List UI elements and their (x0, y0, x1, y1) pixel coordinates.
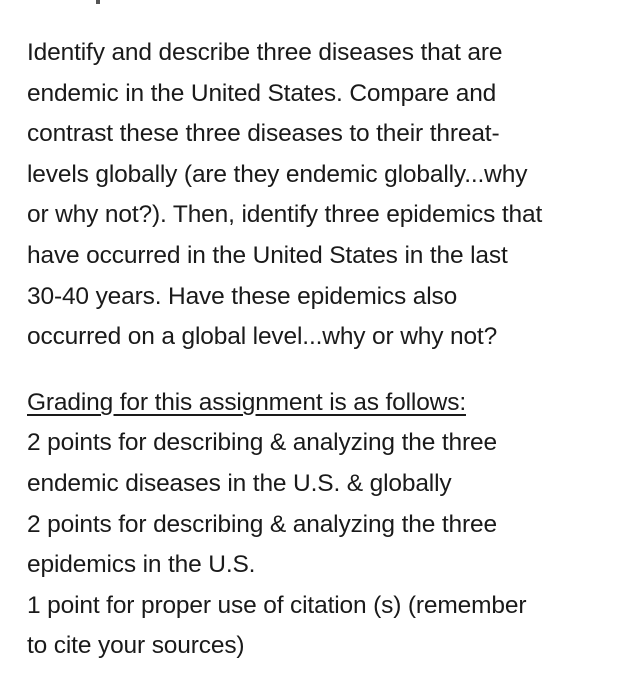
grading-line: 2 points for describing & analyzing the three (27, 510, 497, 538)
prompt-line: have occurred in the United States in the last (27, 241, 508, 269)
grading-heading: Grading for this assignment is as follows: (27, 388, 466, 416)
grading-line: 2 points for describing & analyzing the three (27, 429, 497, 457)
assignment-content (27, 33, 617, 667)
prompt-line: levels globally (are they endemic globally...why (27, 160, 528, 188)
prompt-line: Identify and describe three diseases that are (27, 39, 503, 66)
grading-section (27, 383, 617, 667)
prompt-line: contrast these three diseases to their threat- (27, 120, 500, 148)
clipped-glyph-top (96, 0, 100, 4)
grading-line: endemic diseases in the U.S. & globally (27, 469, 452, 497)
prompt-line: endemic in the United States. Compare and (27, 79, 497, 107)
grading-line: epidemics in the U.S. (27, 551, 256, 579)
grading-line: to cite your sources) (27, 632, 245, 660)
prompt-line: 30-40 years. Have these epidemics also (27, 282, 458, 310)
assignment-prompt (27, 33, 617, 358)
prompt-line: occurred on a global level...why or why not? (27, 323, 498, 351)
grading-line: 1 point for proper use of citation (s) (remember (27, 591, 527, 619)
prompt-line: or why not?). Then, identify three epidemics that (27, 201, 543, 229)
